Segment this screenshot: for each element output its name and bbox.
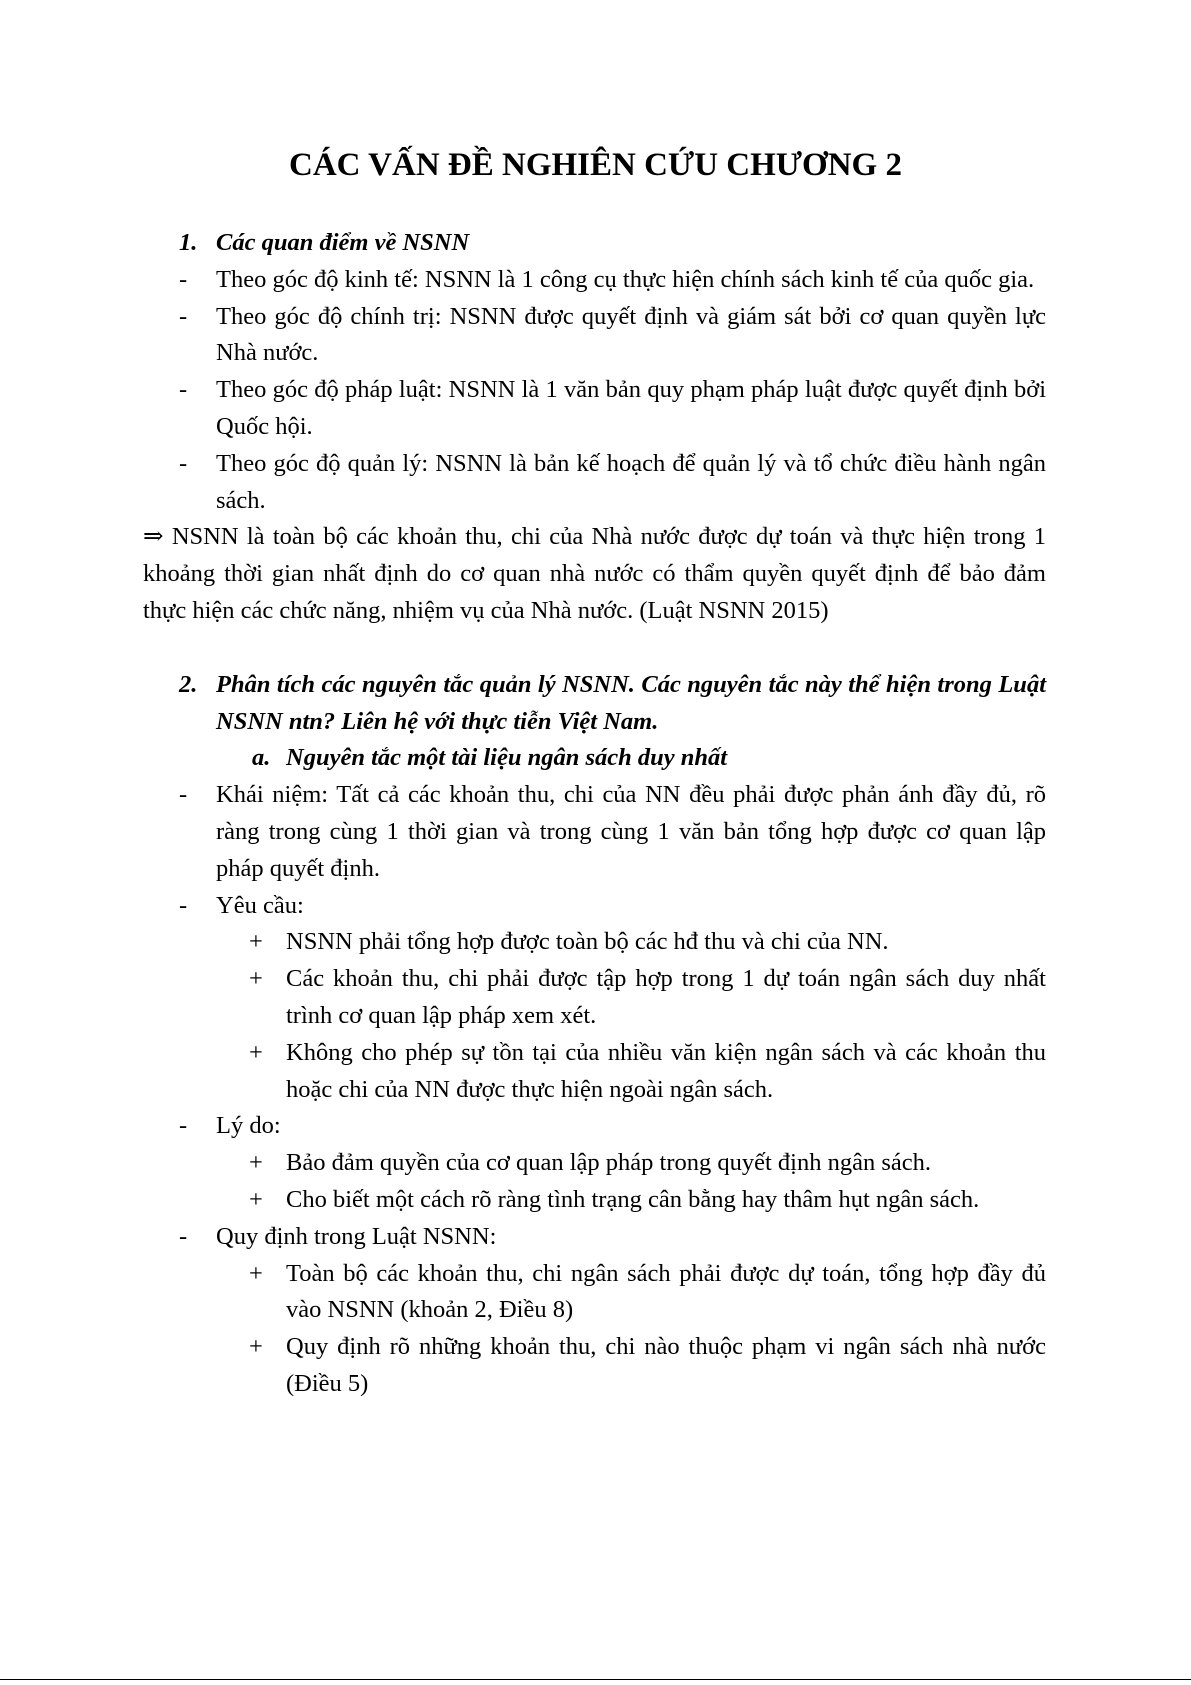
sub-list-item	[143, 1329, 1046, 1403]
law-label: Quy định trong Luật NSNN:	[216, 1222, 497, 1250]
plus-marker: +	[249, 1038, 263, 1066]
conclusion-text: NSNN là toàn bộ các khoản thu, chi của Nhà nước được dự toán và thực hiện trong 1 khoảng thời gian nhất định do cơ quan nhà nước có thẩm quyền quyết định để bảo đảm thực hiện các chức năng, nhiệm vụ của Nhà nước. (Luật NSNN 2015)	[143, 523, 1047, 624]
plus-marker: +	[249, 928, 263, 956]
bullet-text: Theo góc độ chính trị: NSNN được quyết định và giám sát bởi cơ quan quyền lực Nhà nước.	[216, 302, 1046, 367]
list-item	[143, 372, 1046, 446]
page-title: CÁC VẤN ĐỀ NGHIÊN CỨU CHƯƠNG 2	[289, 147, 902, 183]
sub-list-item	[143, 924, 1046, 961]
section-2-heading	[143, 667, 1046, 741]
plus-marker: +	[249, 965, 263, 993]
bullet-text: Theo góc độ quản lý: NSNN là bản kế hoạch để quản lý và tổ chức điều hành ngân sách.	[216, 449, 1046, 514]
subsection-a-title: Nguyên tắc một tài liệu ngân sách duy nhất	[286, 744, 728, 772]
dash-marker: -	[179, 781, 188, 809]
page-bottom-rule	[0, 1679, 1191, 1680]
document-body	[143, 225, 1046, 1403]
bullet-text: Theo góc độ pháp luật: NSNN là 1 văn bản quy phạm pháp luật được quyết định bởi Quốc hội.	[216, 376, 1046, 440]
reasons-label-item	[143, 1108, 1046, 1145]
requirements-label-item	[143, 888, 1046, 925]
list-item	[143, 299, 1046, 373]
implies-arrow-icon: ⇒	[143, 523, 164, 551]
concept-item	[143, 777, 1046, 887]
section-1-title: Các quan điểm về NSNN	[216, 229, 470, 256]
section-1-number: 1.	[179, 229, 198, 256]
sub-list-item	[143, 1145, 1046, 1182]
dash-marker: -	[179, 265, 188, 293]
section-spacer	[143, 630, 1046, 667]
plus-marker: +	[249, 1333, 263, 1361]
law-item-text: Quy định rõ những khoản thu, chi nào thuộc phạm vi ngân sách nhà nước (Điều 5)	[286, 1333, 1046, 1397]
dash-marker: -	[179, 1222, 188, 1250]
dash-marker: -	[179, 302, 188, 330]
requirement-text: Không cho phép sự tồn tại của nhiều văn kiện ngân sách và các khoản thu hoặc chi của NN được thực hiện ngoài ngân sách.	[286, 1038, 1046, 1103]
requirement-text: Các khoản thu, chi phải được tập hợp trong 1 dự toán ngân sách duy nhất trình cơ quan lập pháp xem xét.	[286, 965, 1046, 1029]
reasons-label: Lý do:	[216, 1112, 281, 1140]
dash-marker: -	[179, 376, 188, 404]
sub-list-item	[143, 1256, 1046, 1330]
section-2-title: Phân tích các nguyên tắc quản lý NSNN. Các nguyên tắc này thể hiện trong Luật NSNN ntn? Liên hệ với thực tiễn Việt Nam.	[216, 670, 1046, 735]
law-label-item	[143, 1219, 1046, 1256]
requirements-label: Yêu cầu:	[216, 891, 304, 919]
sub-list-item	[143, 1182, 1046, 1219]
list-item	[143, 446, 1046, 520]
dash-marker: -	[179, 1112, 188, 1140]
concept-text: Khái niệm: Tất cả các khoản thu, chi của NN đều phải được phản ánh đầy đủ, rõ ràng trong cùng 1 thời gian và trong cùng 1 văn bản tổng hợp được cơ quan lập pháp quyết định.	[216, 781, 1046, 882]
section-2-number: 2.	[179, 670, 198, 698]
reason-text: Bảo đảm quyền của cơ quan lập pháp trong quyết định ngân sách.	[286, 1149, 932, 1177]
reason-text: Cho biết một cách rõ ràng tình trạng cân bằng hay thâm hụt ngân sách.	[286, 1185, 980, 1213]
section-1-heading	[143, 225, 1046, 262]
law-item-text: Toàn bộ các khoản thu, chi ngân sách phải được dự toán, tổng hợp đầy đủ vào NSNN (khoản 2, Điều 8)	[286, 1259, 1046, 1324]
plus-marker: +	[249, 1259, 263, 1287]
bullet-text: Theo góc độ kinh tế: NSNN là 1 công cụ thực hiện chính sách kinh tế của quốc gia.	[216, 265, 1035, 293]
requirement-text: NSNN phải tổng hợp được toàn bộ các hđ thu và chi của NN.	[286, 928, 889, 956]
sub-list-item	[143, 1035, 1046, 1109]
conclusion-paragraph	[143, 519, 1046, 629]
dash-marker: -	[179, 891, 188, 919]
sub-list-item	[143, 961, 1046, 1035]
plus-marker: +	[249, 1185, 263, 1213]
subsection-a-letter: a.	[252, 744, 271, 772]
list-item	[143, 262, 1046, 299]
plus-marker: +	[249, 1149, 263, 1177]
subsection-a-heading	[143, 740, 1046, 777]
dash-marker: -	[179, 449, 188, 477]
